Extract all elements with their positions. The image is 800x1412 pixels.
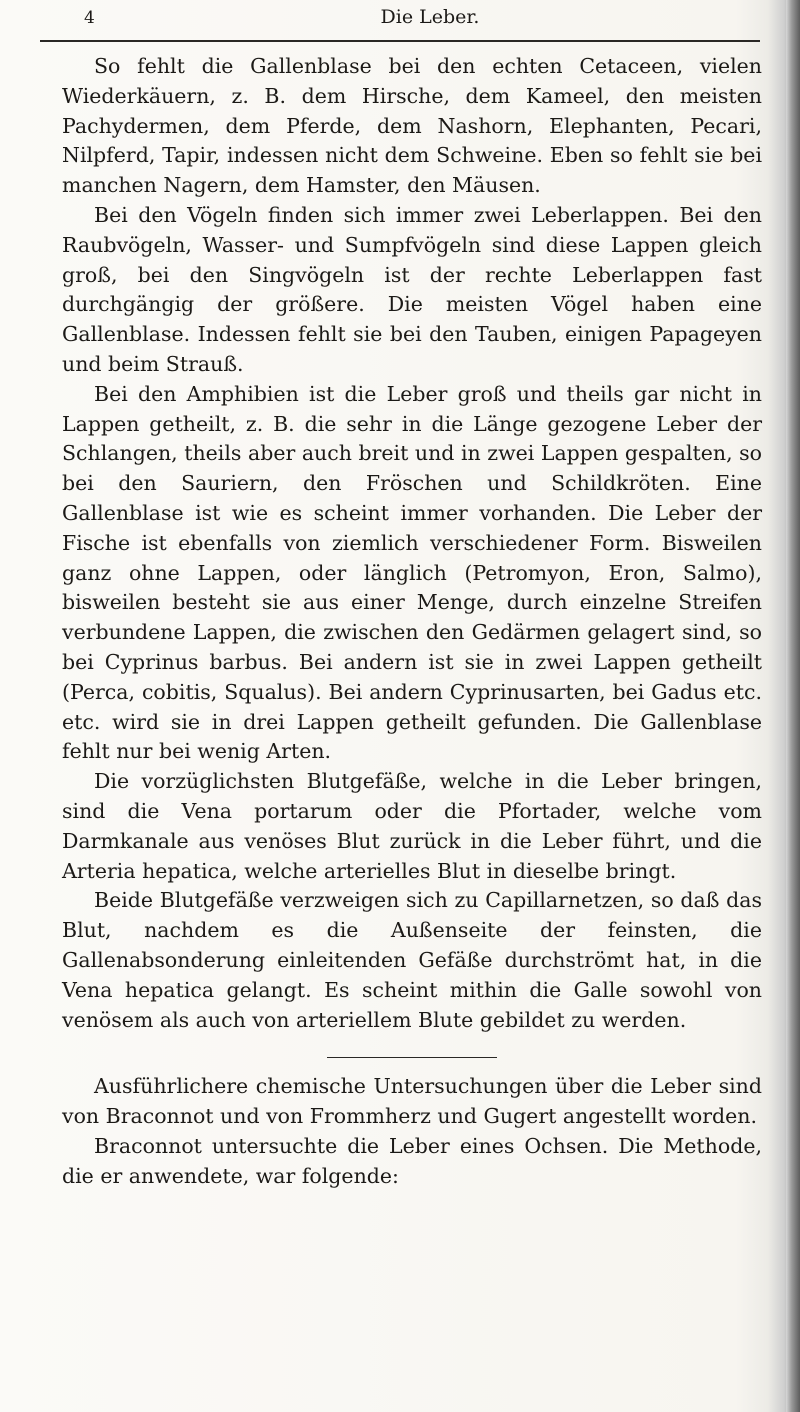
running-title: Die Leber. [380,6,480,28]
page-number: 4 [84,8,95,28]
paragraph-6: Ausführlichere chemische Untersuchungen über die Leber sind von Braconnot und von Frommherz und Gugert angestellt worden. [62,1074,762,1129]
paragraph-3: Bei den Amphibien ist die Leber groß und theils gar nicht in Lappen getheilt, z. B. die sehr in die Länge gezogene Leber der Schlangen, theils aber auch breit und in zwei Lappen gespalten, so bei den Sauriern, den Fröschen und Schildkröten. Eine Gallenblase ist wie es scheint immer vorhanden. Die Leber der Fische ist ebenfalls von ziemlich verschiedener Form. Bisweilen ganz ohne Lappen, oder länglich (Petromyon, Eron, Salmo), bisweilen besteht sie aus einer Menge, durch einzelne Streifen verbundene Lappen, die zwischen den Gedärmen gelagert sind, so bei Cyprinus barbus. Bei andern ist sie in zwei Lappen getheilt (Perca, cobitis, Squalus). Bei andern Cyprinusarten, bei Gadus etc. etc. wird sie in drei Lappen getheilt gefunden. Die Gallenblase fehlt nur bei wenig Arten. [62,381,762,764]
paragraph-7: Braconnot untersuchte die Leber eines Ochsen. Die Methode, die er anwendete, war folgende: [62,1133,762,1188]
paragraph-1: So fehlt die Gallenblase bei den echten Cetaceen, vielen Wiederkäuern, z. B. dem Hirsche, dem Kameel, den meisten Pachydermen, dem Pferde, dem Nashorn, Elephanten, Pecari, Nilpferd, Tapir, indessen nicht dem Schweine. Eben so fehlt sie bei manchen Nagern, dem Hamster, den Mäusen. [62,54,762,198]
body-text [62,52,762,1191]
page-binding-edge [786,0,800,1412]
paragraph-5: Beide Blutgefäße verzweigen sich zu Capillarnetzen, so daß das Blut, nachdem es die Außenseite der feinsten, die Gallenabsonderung einleitenden Gefäße durchströmt hat, in die Vena hepatica gelangt. Es scheint mithin die Galle sowohl von venösem als auch von arteriellem Blute gebildet zu werden. [62,888,762,1032]
running-header [40,0,760,42]
section-divider [327,1057,497,1058]
paragraph-4: Die vorzüglichsten Blutgefäße, welche in die Leber bringen, sind die Vena portarum oder die Pfortader, welche vom Darmkanale aus venöses Blut zurück in die Leber führt, und die Arteria hepatica, welche arterielles Blut in dieselbe bringt. [62,769,762,883]
paragraph-2: Bei den Vögeln finden sich immer zwei Leberlappen. Bei den Raubvögeln, Wasser- und Sumpfvögeln sind diese Lappen gleich groß, bei den Singvögeln ist der rechte Leberlappen fast durchgängig der größere. Die meisten Vögel haben eine Gallenblase. Indessen fehlt sie bei den Tauben, einigen Papageyen und beim Strauß. [62,202,762,376]
